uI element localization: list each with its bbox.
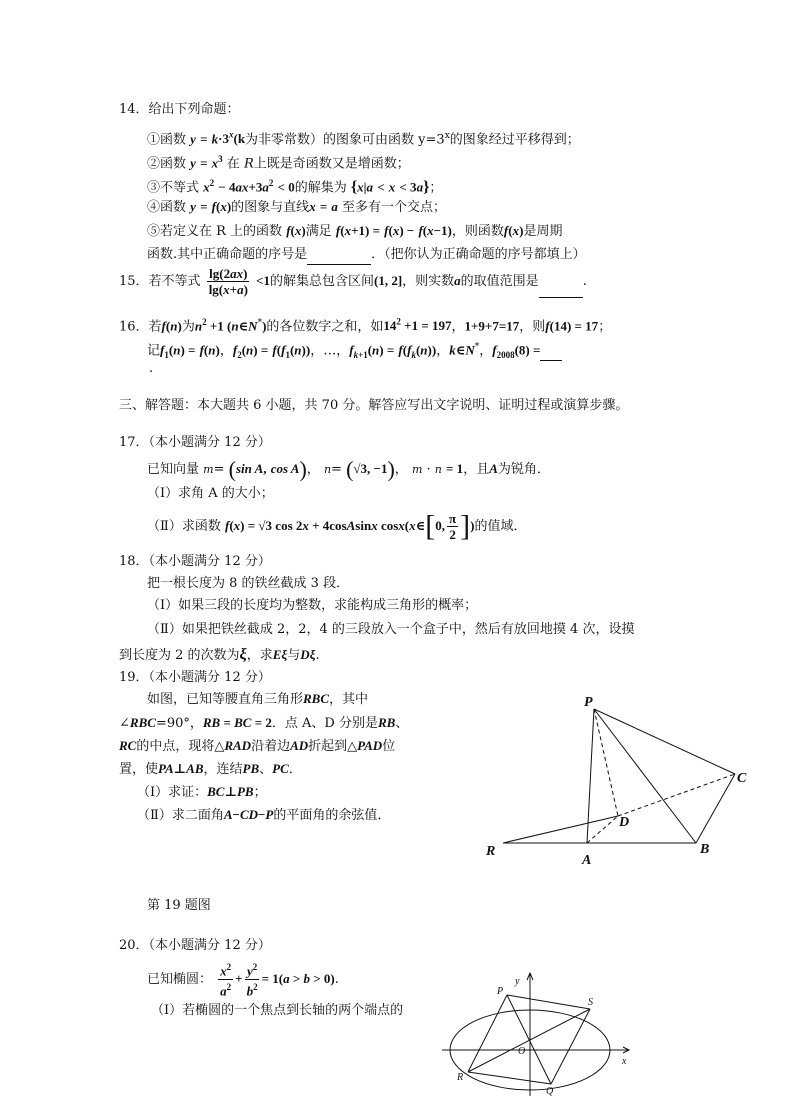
label-P: P bbox=[584, 695, 593, 710]
q20-frac-x: $\frac{x^2}{a^2}$ bbox=[220, 961, 232, 999]
q16-line-1: 16．若f(n)为$n^2 +1$ (n∈N*)的各位数字之和，如$14^2 +1 = 197$，1+9+7=17，则f(14) = 17； bbox=[119, 317, 612, 335]
q18-header: 18．（本小题满分 12 分） bbox=[119, 554, 271, 569]
q17-part-1: （Ⅰ）求角 A 的大小； bbox=[147, 486, 274, 501]
q14-proposition-3: ③不等式 $x^2 - 4ax+3a^2 < 0$的解集为 {x|a < x < 3a}； bbox=[147, 178, 443, 196]
label-x: x bbox=[622, 1056, 627, 1067]
q18-line-1: 把一根长度为 8 的铁丝截成 3 段． bbox=[147, 576, 350, 591]
q14-proposition-2: ②函数 $y = x^3$ 在 R上既是奇函数又是增函数； bbox=[147, 154, 410, 172]
q14-proposition-5-cont: 函数.其中正确命题的序号是 ．（把你认为正确命题的序号都填上） bbox=[147, 246, 586, 265]
label-C: C bbox=[737, 771, 747, 786]
chord-PQ bbox=[507, 995, 551, 1084]
edge-DC-dashed bbox=[618, 774, 735, 816]
q19-pyramid-figure bbox=[470, 684, 760, 874]
side-SQ bbox=[551, 1009, 590, 1084]
q19-figure-caption: 第 19 题图 bbox=[147, 898, 211, 913]
q19-header: 19．（本小题满分 12 分） bbox=[119, 670, 271, 685]
q14-proposition-1: ①函数 $y = k\cdot 3^x(k$为非零常数）的图象可由函数 $y=3^x$的图象经过平移得到； bbox=[147, 130, 580, 148]
label-B: B bbox=[700, 842, 710, 857]
q17-line-1: 已知向量 m= (sin A, cos A)， n= (√3, −1)， m · n = 1，且A为锐角． bbox=[147, 456, 550, 482]
q18-line-4: 到长度为 2 的次数为ξ，求Eξ与Dξ. bbox=[119, 646, 320, 663]
q19-part-2: （Ⅱ）求二面角A−CD−P的平面角的余弦值． bbox=[137, 807, 391, 823]
label-R2: R bbox=[457, 1072, 464, 1083]
label-P2: P bbox=[497, 986, 504, 997]
side-RP bbox=[468, 995, 507, 1072]
q18-part-2: （Ⅱ）如果把铁丝截成 2，2，4 的三段放入一个盒子中，然后有放回地摸 4 次，设摸 bbox=[147, 622, 635, 637]
edge-RD bbox=[503, 816, 618, 843]
q19-part-1: （Ⅰ）求证：BC⊥PB； bbox=[137, 784, 267, 800]
q16-line-2: 记$f_1(n) = f(n)$，$f_2(n) = f(f_1(n))$，…，$f_{k+1}(n) = f(f_k(n))$，k∈N*，$f_{2008}(8)$ = bbox=[147, 338, 562, 364]
section-3-heading: 三、解答题：本大题共 6 小题，共 70 分。解答应写出文字说明、证明过程或演算步骤。 bbox=[119, 398, 629, 413]
q20-frac-y: $\frac{y^2}{b^2}$ bbox=[246, 961, 258, 999]
label-R: R bbox=[486, 844, 496, 859]
q15-fraction: $\frac{\lg(2ax)}{\lg(x+a)}$ bbox=[208, 266, 248, 297]
q14-answer-blank bbox=[307, 246, 371, 265]
q17-pi-over-2: $\frac{\pi}{2}$ bbox=[449, 511, 457, 542]
label-O: O bbox=[518, 1046, 526, 1057]
q15-line: 15．若不等式 $\frac{\lg(2ax)}{\lg(x+a)}$ <1的解集总包含区间(1, 2]，则实数a的取值范围是 . bbox=[119, 266, 587, 297]
q14-proposition-4: ④函数 y = f(x)的图象与直线x = a 至多有一个交点； bbox=[147, 199, 447, 215]
q19-line-3: RC的中点，现将△RAD沿着边AD折起到△PAD位 bbox=[119, 738, 396, 754]
q20-part-1: （Ⅰ）若椭圆的一个焦点到长轴的两个端点的 bbox=[151, 1003, 404, 1018]
edge-BC bbox=[696, 774, 735, 843]
label-D: D bbox=[619, 815, 630, 830]
q14-proposition-5: ⑤若定义在 R 上的函数 f(x)满足 f(x+1) = f(x) − f(x−1)，则函数f(x)是周期 bbox=[147, 223, 563, 239]
q20-header: 20．（本小题满分 12 分） bbox=[119, 938, 271, 953]
q15-answer-blank bbox=[539, 267, 583, 298]
q19-line-2: ∠RBC=90°，RB = BC = 2．点 A、D 分别是RB、 bbox=[119, 715, 409, 731]
edge-PC bbox=[594, 709, 735, 774]
label-A: A bbox=[582, 853, 592, 868]
q19-line-4: 置，使PA⊥AB，连结PB、PC． bbox=[119, 761, 302, 777]
q14-header: 14．给出下列命题： bbox=[119, 102, 240, 117]
q17-header: 17．（本小题满分 12 分） bbox=[119, 435, 271, 450]
q20-ellipse-figure bbox=[440, 968, 640, 1098]
q20-line-1: 已知椭圆： $\frac{x^2}{a^2}$ + $\frac{y^2}{b^2}$ = 1(a > b > 0). bbox=[147, 961, 339, 999]
label-y: y bbox=[515, 976, 520, 987]
chord-SR bbox=[468, 1009, 590, 1072]
side-QR bbox=[468, 1072, 551, 1084]
q19-line-1: 如图，已知等腰直角三角形RBC，其中 bbox=[147, 691, 369, 707]
label-S: S bbox=[588, 997, 593, 1008]
label-Q: Q bbox=[546, 1086, 554, 1097]
q16-line-3: . bbox=[149, 361, 154, 376]
side-PS bbox=[507, 995, 590, 1009]
q17-part-2: （Ⅱ）求函数 f(x) = √3 cos 2x + 4cosAsinx cosx(x∈[0, $\frac{\pi}{2}$ ])的值域． bbox=[147, 509, 527, 543]
q16-answer-blank bbox=[540, 342, 562, 361]
edge-PB bbox=[594, 709, 696, 843]
q18-part-1: （Ⅰ）如果三段的长度均为整数，求能构成三角形的概率； bbox=[147, 598, 478, 613]
